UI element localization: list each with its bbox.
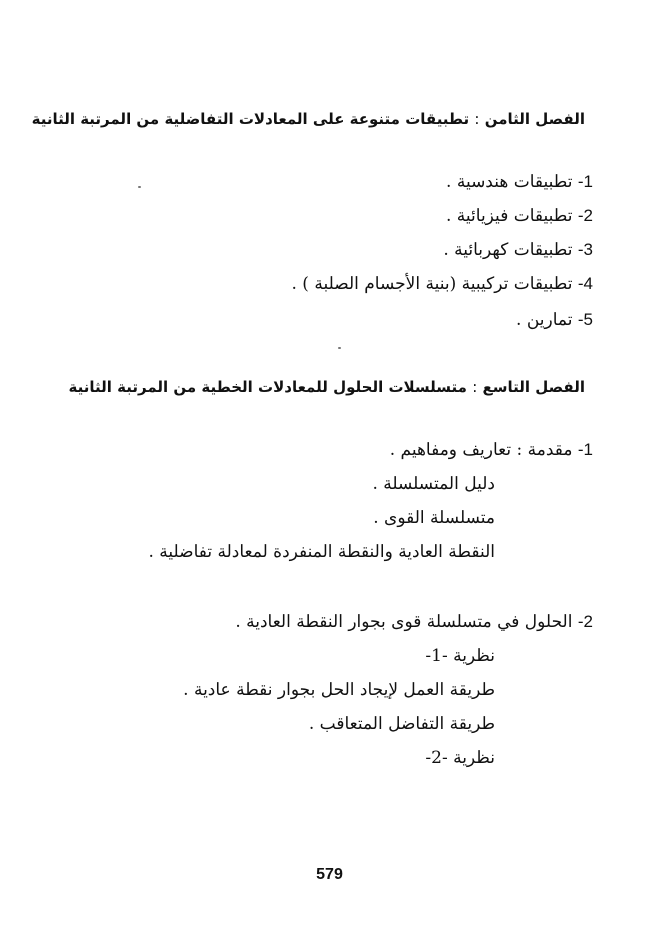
- chapter9-section1-subitem: متسلسلة القوى .: [373, 508, 495, 528]
- chapter8-heading-label: الفصل الثامن: [484, 110, 585, 128]
- chapter8-item-1: [446, 172, 593, 192]
- chapter9-section1-subitem: دليل المتسلسلة .: [372, 474, 495, 494]
- chapter8-item-5: [516, 310, 593, 330]
- chapter9-heading-label: الفصل التاسع: [482, 378, 585, 396]
- item-text: تمارين .: [516, 310, 573, 330]
- section-title: مقدمة : تعاريف ومفاهيم .: [389, 440, 573, 460]
- scan-speck: [338, 347, 341, 349]
- item-number: 1-: [577, 172, 593, 191]
- item-text: تطبيقات هندسية .: [446, 172, 573, 192]
- chapter9-section2-title: [235, 612, 593, 632]
- item-text: تطبيقات تركيبية (بنية الأجسام الصلبة ) .: [291, 274, 573, 294]
- chapter9-heading-title: متسلسلات الحلول للمعادلات الخطية من المرتبة الثانية: [68, 378, 467, 396]
- section-title: الحلول في متسلسلة قوى بجوار النقطة العادية .: [235, 612, 573, 632]
- chapter9-section2-subitem: نظرية -1-: [425, 646, 495, 666]
- scan-speck: [138, 186, 141, 188]
- item-text: تطبيقات فيزيائية .: [445, 206, 573, 226]
- chapter9-section1-title: [390, 440, 593, 460]
- chapter8-item-4: [292, 274, 594, 294]
- item-number: 2-: [577, 206, 593, 225]
- chapter9-section1-subitem: النقطة العادية والنقطة المنفردة لمعادلة تفاضلية .: [148, 542, 495, 562]
- item-number: 5-: [577, 310, 593, 329]
- chapter9-section2-subitem: نظرية -2-: [425, 748, 495, 768]
- chapter9-heading-separator: :: [472, 378, 478, 396]
- section-number: 2-: [577, 612, 593, 631]
- chapter9-heading: [69, 378, 585, 396]
- chapter8-item-2: [446, 206, 593, 226]
- chapter8-heading: [32, 110, 585, 128]
- section-number: 1-: [577, 440, 593, 459]
- chapter9-section2-subitem: طريقة التفاضل المتعاقب .: [308, 714, 495, 734]
- chapter8-heading-title: تطبيقات متنوعة على المعادلات التفاضلية من المرتبة الثانية: [31, 110, 470, 128]
- item-number: 3-: [577, 240, 593, 259]
- chapter9-section2-subitem: طريقة العمل لإيجاد الحل بجوار نقطة عادية .: [183, 680, 495, 700]
- page-number: 579: [316, 866, 343, 883]
- item-number: 4-: [577, 274, 593, 293]
- item-text: تطبيقات كهربائية .: [443, 240, 573, 260]
- chapter8-item-3: [443, 240, 593, 260]
- chapter8-heading-separator: :: [474, 110, 480, 128]
